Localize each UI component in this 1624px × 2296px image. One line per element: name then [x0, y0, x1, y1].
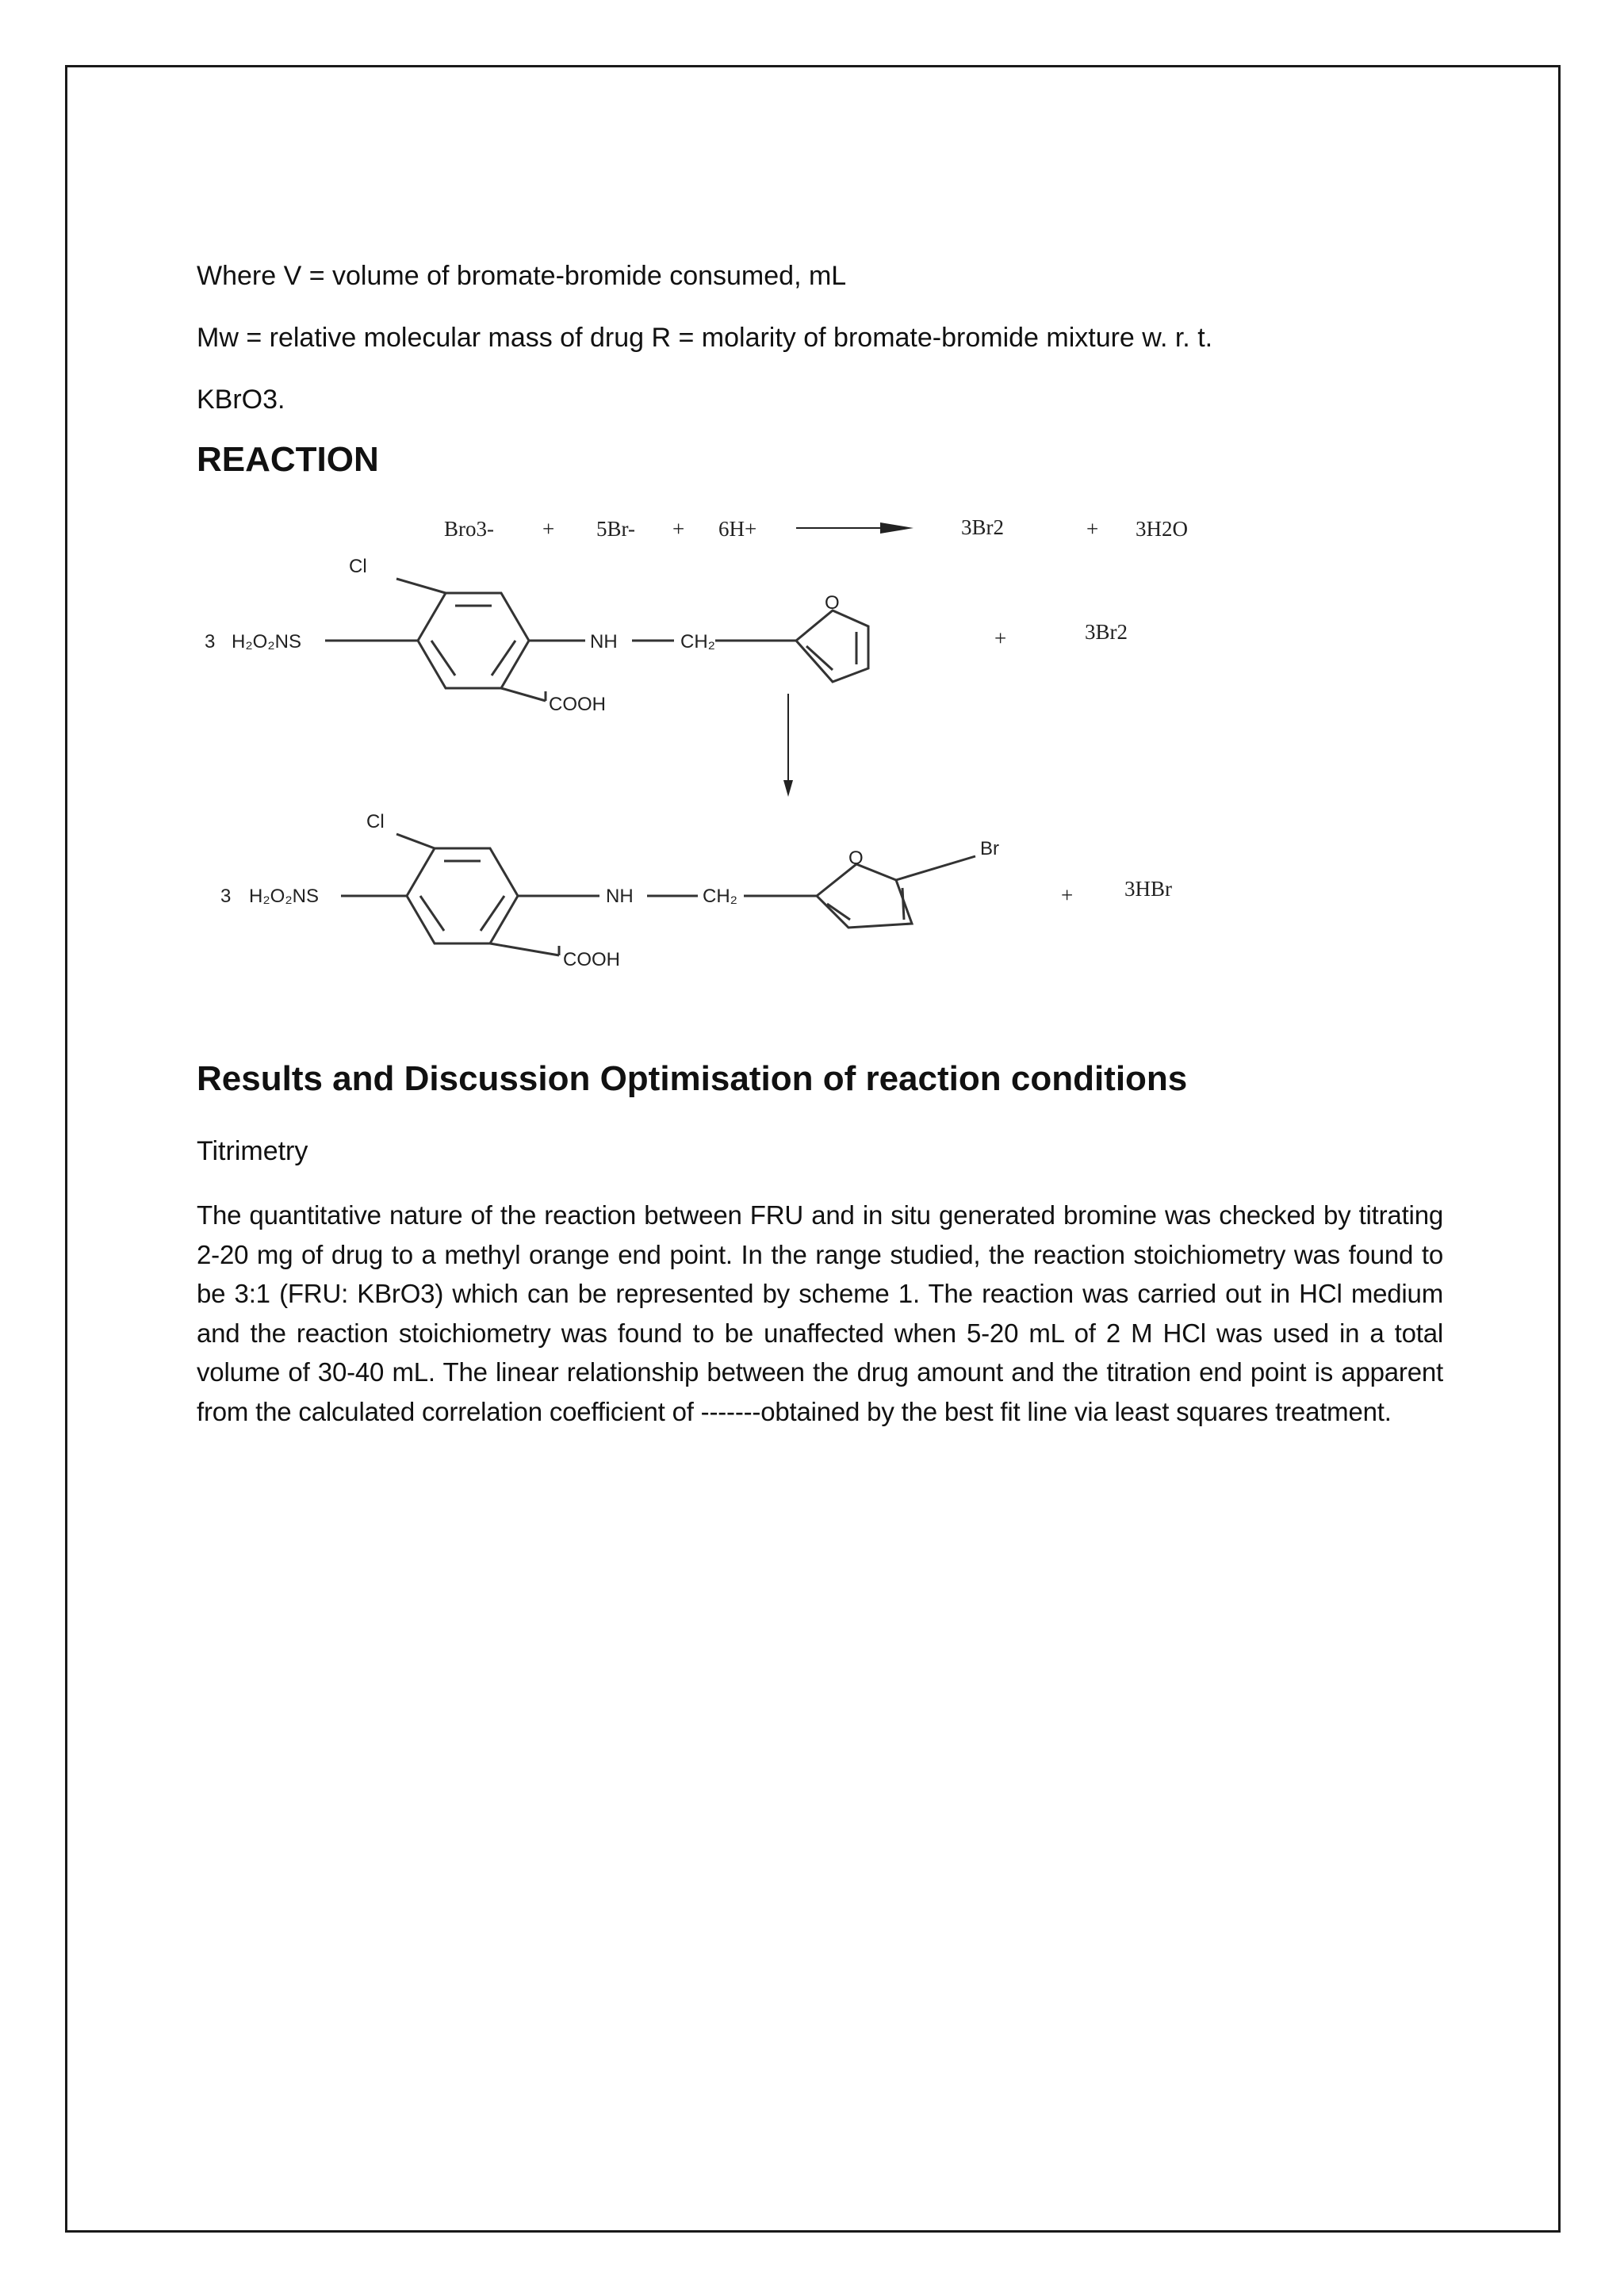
reaction-scheme	[0, 0, 1624, 1031]
equation-plus: +	[672, 517, 685, 541]
top-bromine-reagent: 3Br2	[1085, 620, 1128, 644]
titrimetry-paragraph: The quantitative nature of the reaction between FRU and in situ generated bromine was checked by titrating 2-20 mg of drug to a methyl orange end point. In the range studied, the reaction stoichiometry was found to be 3:1 (FRU: KBrO3) which can be represented by scheme 1. The reaction was carried out in HCl medium and the reaction stoichiometry was found to be unaffected when 5-20 mL of 2 M HCl was used in a total volume of 30-40 mL. The linear relationship between the drug amount and the titration end point is apparent from the calculated correlation coefficient of -------obtained by the best fit line via least squares treatment.	[197, 1200, 1443, 1426]
equation-reactant-bromide: 5Br-	[596, 517, 635, 541]
top-nh-label: NH	[590, 631, 618, 652]
equation-product-water: 3H2O	[1136, 517, 1188, 541]
equation-reactant-bromate: Bro3-	[444, 517, 494, 541]
brominated-product-labels	[220, 811, 999, 970]
bottom-hbr-product: 3HBr	[1124, 877, 1172, 901]
equation-plus: +	[542, 517, 555, 541]
top-coefficient: 3	[205, 631, 216, 652]
brominated-product-structure	[341, 834, 975, 955]
bottom-ch2-label: CH₂	[703, 886, 737, 907]
reaction-arrow-icon	[796, 522, 914, 534]
top-chlorine-label: Cl	[349, 556, 367, 577]
bottom-carboxyl-label: COOH	[563, 949, 620, 970]
bottom-sulfonamide-label: H₂O₂NS	[249, 886, 319, 907]
equation-reactant-acid: 6H+	[718, 517, 757, 541]
equation-product-bromine: 3Br2	[961, 515, 1004, 539]
definition-line-volume: Where V = volume of bromate-bromide consumed, mL	[197, 261, 847, 291]
bottom-plus: +	[1061, 883, 1074, 907]
titrimetry-subheading: Titrimetry	[197, 1136, 308, 1166]
results-heading: Results and Discussion Optimisation of reaction conditions	[197, 1059, 1188, 1098]
definition-line-kbro3: KBrO3.	[197, 385, 285, 415]
down-arrow-icon	[783, 694, 793, 797]
top-sulfonamide-label: H₂O₂NS	[232, 631, 301, 652]
top-ch2-label: CH₂	[680, 631, 715, 652]
bottom-nh-label: NH	[606, 886, 634, 907]
top-plus: +	[994, 626, 1007, 650]
top-carboxyl-label: COOH	[549, 694, 606, 715]
definition-line-mw: Mw = relative molecular mass of drug R = molarity of bromate-bromide mixture w. r. t.	[197, 323, 1213, 353]
bottom-furan-oxygen-label: O	[848, 848, 864, 869]
bottom-chlorine-label: Cl	[366, 811, 385, 832]
top-furan-oxygen-label: O	[825, 592, 840, 614]
furosemide-labels	[205, 556, 840, 715]
equation-plus: +	[1086, 517, 1099, 541]
reaction-heading: REACTION	[197, 440, 379, 479]
bottom-bromine-substituent-label: Br	[980, 838, 999, 859]
bottom-coefficient: 3	[220, 886, 232, 907]
